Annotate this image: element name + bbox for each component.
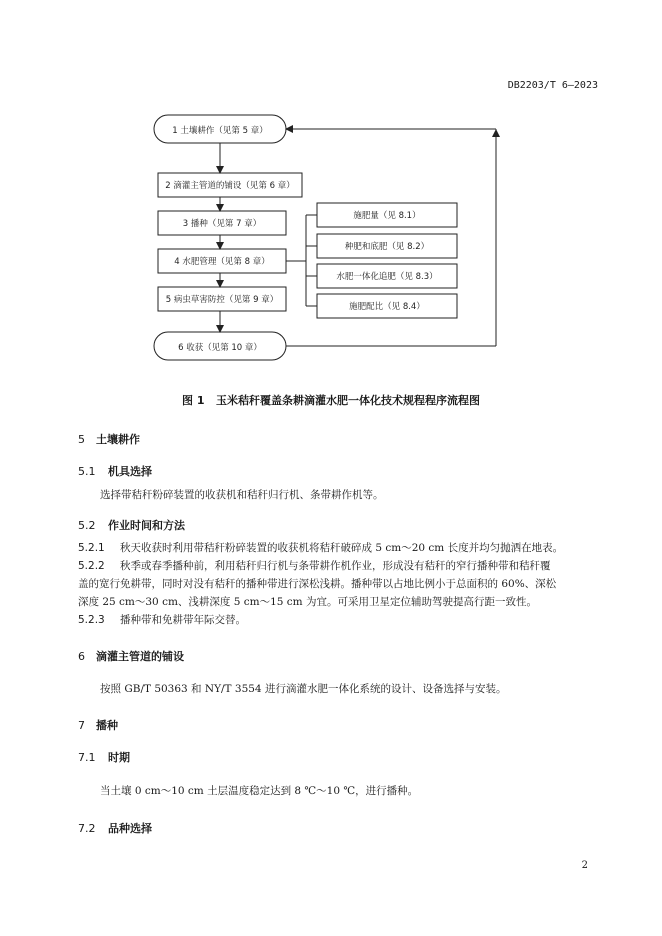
- figure-caption-text: 玉米秸秆覆盖条耕滴灌水肥一体化技术规程程序流程图: [215, 394, 480, 407]
- section-7-heading: 7 播种: [78, 719, 118, 732]
- flow-sub-fertilizer-ratio-label: 施肥配比（见 8.4）: [349, 302, 425, 312]
- standard-code: DB2203/T 6—2023: [507, 80, 598, 91]
- process-flowchart: [0, 0, 662, 380]
- flow-sub-fertigation-topdress-label: 水肥一体化追肥（见 8.3）: [336, 272, 438, 282]
- section-7-1-text: 当土壤 0 cm～10 cm 土层温度稳定达到 8 ℃～10 ℃，进行播种。: [100, 785, 419, 797]
- flow-step-harvest-label: 6 收获（见第 10 章）: [178, 343, 262, 353]
- flow-sub-seed-base-fertilizer-label: 种肥和底肥（见 8.2）: [344, 242, 430, 252]
- flow-step-water-fertilizer-label: 4 水肥管理（见第 8 章）: [174, 257, 270, 267]
- section-5-heading: 5 土壤耕作: [78, 433, 140, 446]
- flow-step-sowing-label: 3 播种（见第 7 章）: [182, 219, 262, 229]
- section-5-2-2-paragraph: 5.2.2 秋季或春季播种前，利用秸秆归行机与条带耕作机作业，形成没有秸秆的窄行播种带和秸秆覆 盖的宽行免耕带，同时对没有秸秆的播种带进行深松浅耕。播种带以占地比例小于总面积的 60%、深松 深度 25 cm～30 cm、浅耕深度 5 cm～15 cm 为宜。可采用卫星定位辅助驾驶提高行距一致性。: [78, 560, 557, 608]
- flow-step-soil-tillage-label: 1 土壤耕作（见第 5 章）: [172, 126, 268, 136]
- section-5-2-heading: 5.2 作业时间和方法: [78, 519, 185, 532]
- section-5-2-1-paragraph: 5.2.1 秋天收获时利用带秸秆粉碎装置的收获机将秸秆破碎成 5 cm～20 cm 长度并均匀抛洒在地表。: [78, 542, 564, 554]
- page-number: 2: [581, 860, 588, 871]
- section-5-1-heading: 5.1 机具选择: [78, 465, 152, 478]
- section-6-heading: 6 滴灌主管道的铺设: [78, 650, 184, 663]
- section-7-1-heading: 7.1 时期: [78, 751, 130, 764]
- flow-step-pest-control-label: 5 病虫草害防控（见第 9 章）: [165, 295, 279, 305]
- flow-sub-fertilizer-amount-label: 施肥量（见 8.1）: [353, 211, 421, 221]
- section-6-text: 按照 GB/T 50363 和 NY/T 3554 进行滴灌水肥一体化系统的设计、设备选择与安装。: [100, 683, 507, 695]
- figure-caption: [0, 392, 662, 408]
- figure-caption-number: 图 1: [182, 394, 205, 407]
- section-5-1-text: 选择带秸秆粉碎装置的收获机和秸秆归行机、条带耕作机等。: [100, 489, 384, 501]
- section-7-2-heading: 7.2 品种选择: [78, 822, 152, 835]
- section-5-2-3-paragraph: 5.2.3 播种带和免耕带年际交替。: [78, 614, 246, 626]
- flow-step-main-pipe-laying-label: 2 滴灌主管道的铺设（见第 6 章）: [165, 181, 295, 191]
